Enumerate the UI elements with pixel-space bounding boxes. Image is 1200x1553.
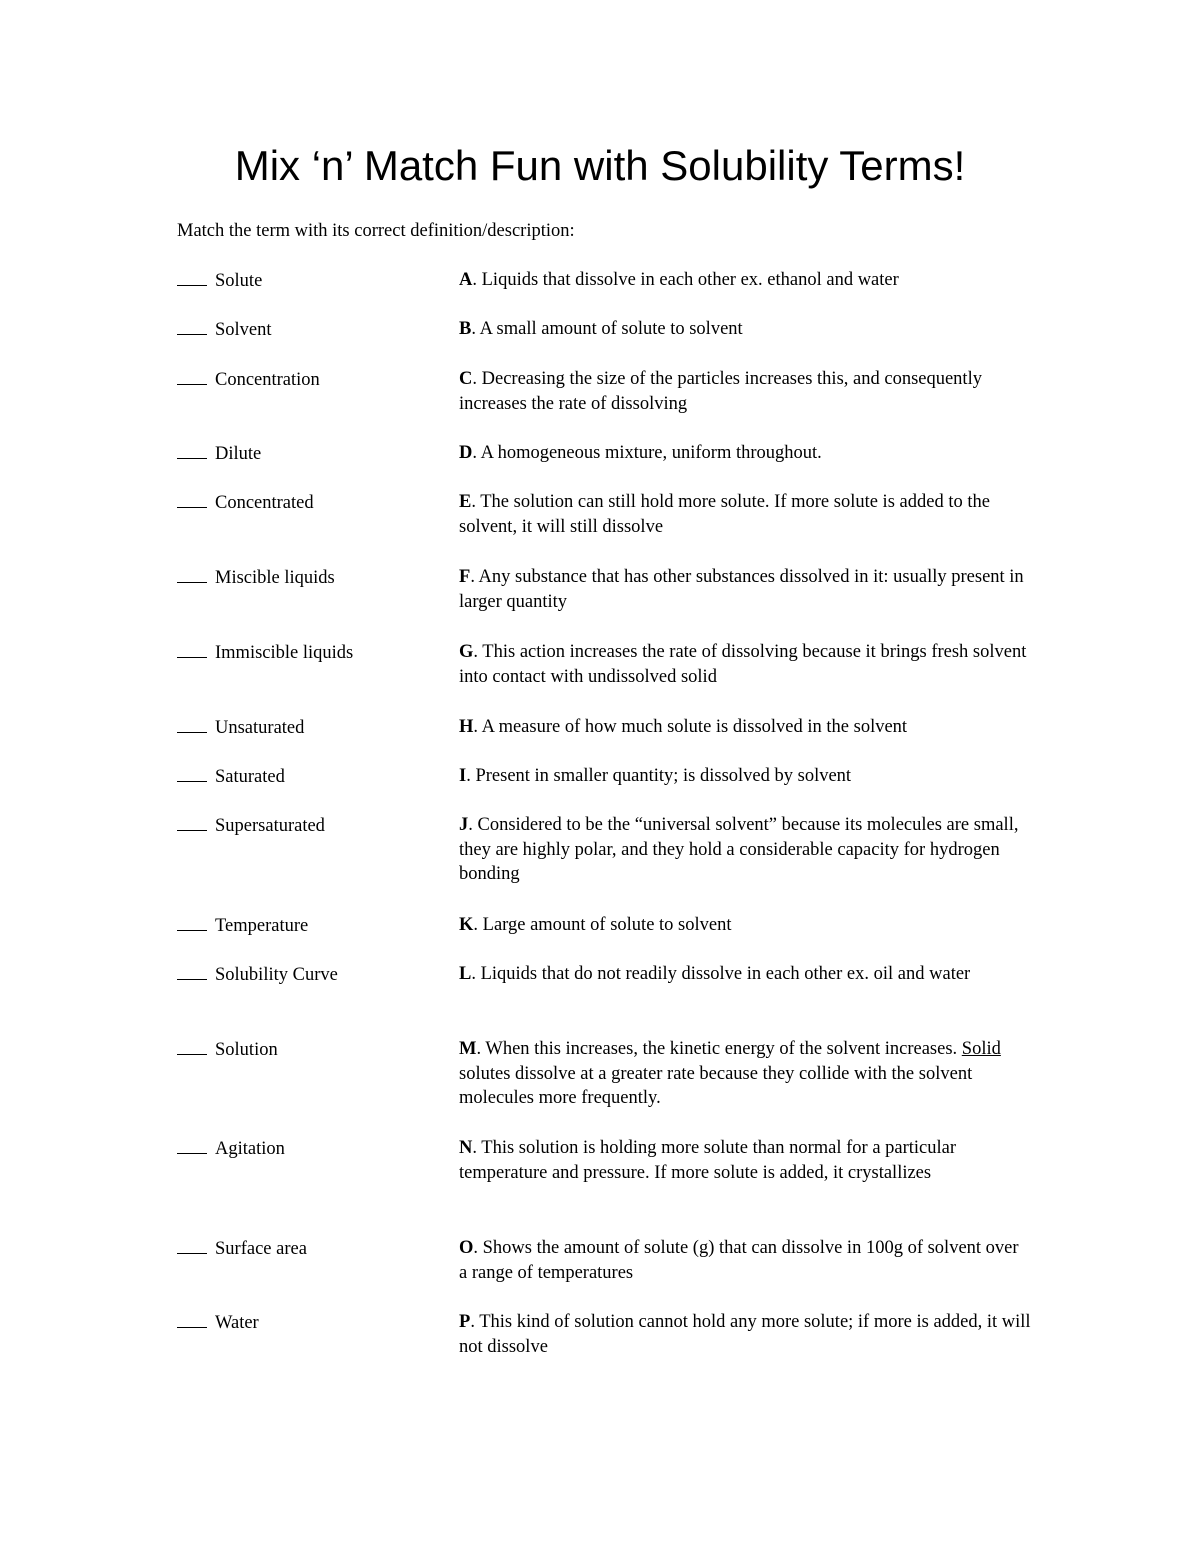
definition-letter: G xyxy=(459,642,474,662)
answer-blank[interactable] xyxy=(177,1037,207,1055)
definition-letter: C xyxy=(459,369,473,389)
term-item xyxy=(177,317,272,343)
term-label: Solubility Curve xyxy=(215,965,338,985)
answer-blank[interactable] xyxy=(177,640,207,658)
term-label: Surface area xyxy=(215,1239,307,1259)
definition-item xyxy=(459,565,1031,614)
term-label: Solute xyxy=(215,271,263,291)
definition-letter: M xyxy=(459,1039,477,1059)
definition-letter: N xyxy=(459,1138,473,1158)
answer-blank[interactable] xyxy=(177,1310,207,1328)
term-item xyxy=(177,715,304,741)
definition-letter: J xyxy=(459,815,469,835)
definition-item xyxy=(459,490,1031,539)
definition-text: . This action increases the rate of dissolving because it brings fresh solvent into contact with undissolved solid xyxy=(459,642,1027,687)
definition-text: . Liquids that dissolve in each other ex. ethanol and water xyxy=(472,270,899,290)
definition-letter: I xyxy=(459,766,467,786)
definition-letter: H xyxy=(459,717,474,737)
definition-text: . When this increases, the kinetic energy of the solvent increases. xyxy=(476,1039,962,1059)
answer-blank[interactable] xyxy=(177,715,207,733)
answer-blank[interactable] xyxy=(177,490,207,508)
term-item xyxy=(177,367,320,393)
definition-letter: B xyxy=(459,319,472,339)
definition-item xyxy=(459,268,1031,293)
term-label: Temperature xyxy=(215,916,309,936)
answer-blank[interactable] xyxy=(177,317,207,335)
definition-item xyxy=(459,962,1031,987)
definition-letter: L xyxy=(459,964,472,984)
term-label: Concentrated xyxy=(215,493,314,513)
definition-item xyxy=(459,1236,1031,1285)
definition-text: . This solution is holding more solute than normal for a particular temperature and pressure. If more solute is added, it crystallizes xyxy=(459,1138,957,1183)
definition-underlined-word: Solid xyxy=(961,1039,1001,1059)
term-item xyxy=(177,913,308,939)
term-item xyxy=(177,962,338,988)
answer-blank[interactable] xyxy=(177,1236,207,1254)
answer-blank[interactable] xyxy=(177,962,207,980)
definition-text: . Large amount of solute to solvent xyxy=(473,915,732,935)
answer-blank[interactable] xyxy=(177,441,207,459)
definition-text: . The solution can still hold more solute. If more solute is added to the solvent, it will still dissolve xyxy=(459,492,990,537)
definition-item xyxy=(459,640,1031,689)
definition-letter: K xyxy=(459,915,474,935)
definition-text: . A measure of how much solute is dissolved in the solvent xyxy=(473,717,908,737)
term-item xyxy=(177,1310,259,1336)
definition-text: . Liquids that do not readily dissolve in each other ex. oil and water xyxy=(471,964,971,984)
term-label: Concentration xyxy=(215,370,320,390)
term-label: Solution xyxy=(215,1040,278,1060)
term-item xyxy=(177,565,335,591)
definition-item xyxy=(459,441,1031,466)
term-label: Solvent xyxy=(215,320,272,340)
definition-text: . Shows the amount of solute (g) that can dissolve in 100g of solvent over a range of temperatures xyxy=(459,1238,1019,1283)
instruction-text: Match the term with its correct definition/description: xyxy=(177,221,575,241)
definition-text: . A small amount of solute to solvent xyxy=(471,319,743,339)
answer-blank[interactable] xyxy=(177,913,207,931)
term-label: Immiscible liquids xyxy=(215,643,354,663)
definition-item xyxy=(459,764,1031,789)
term-item xyxy=(177,1037,278,1063)
definition-item xyxy=(459,913,1031,938)
term-label: Saturated xyxy=(215,767,285,787)
definition-item xyxy=(459,317,1031,342)
term-item xyxy=(177,1136,285,1162)
definition-text: solutes dissolve at a greater rate because they collide with the solvent molecules more frequently. xyxy=(459,1063,973,1109)
term-label: Dilute xyxy=(215,444,262,464)
term-label: Miscible liquids xyxy=(215,568,335,588)
term-item xyxy=(177,764,285,790)
term-item xyxy=(177,640,353,666)
definition-item xyxy=(459,367,1031,416)
definition-item xyxy=(459,1136,1031,1185)
term-item xyxy=(177,441,261,467)
term-item xyxy=(177,813,325,839)
answer-blank[interactable] xyxy=(177,764,207,782)
definition-text: . This kind of solution cannot hold any more solute; if more is added, it will not dissolve xyxy=(459,1312,1031,1357)
term-item xyxy=(177,268,262,294)
definition-text: . Decreasing the size of the particles increases this, and consequently increases the rate of dissolving xyxy=(459,369,982,414)
term-item xyxy=(177,1236,307,1262)
definition-item xyxy=(459,813,1031,887)
term-label: Agitation xyxy=(215,1139,285,1159)
definition-letter: D xyxy=(459,443,473,463)
definition-text: . A homogeneous mixture, uniform throughout. xyxy=(472,443,822,463)
answer-blank[interactable] xyxy=(177,268,207,286)
definition-letter: O xyxy=(459,1238,474,1258)
definition-text: . Present in smaller quantity; is dissolved by solvent xyxy=(466,766,852,786)
definition-text: . Considered to be the “universal solvent” because its molecules are small, they are highly polar, and they hold a considerable capacity for hydrogen bonding xyxy=(459,815,1019,885)
definition-letter: A xyxy=(459,270,473,290)
definition-item xyxy=(459,1310,1031,1359)
definition-item xyxy=(459,1037,1031,1111)
definition-text: . Any substance that has other substances dissolved in it: usually present in larger quantity xyxy=(459,567,1024,612)
answer-blank[interactable] xyxy=(177,565,207,583)
definition-letter: F xyxy=(459,567,471,587)
definition-letter: E xyxy=(459,492,472,512)
term-label: Unsaturated xyxy=(215,718,305,738)
page-title: Mix ‘n’ Match Fun with Solubility Terms! xyxy=(234,142,966,189)
definition-item xyxy=(459,715,1031,740)
answer-blank[interactable] xyxy=(177,813,207,831)
term-label: Water xyxy=(215,1313,259,1333)
answer-blank[interactable] xyxy=(177,1136,207,1154)
definition-letter: P xyxy=(459,1312,471,1332)
term-item xyxy=(177,490,314,516)
term-label: Supersaturated xyxy=(215,816,325,836)
answer-blank[interactable] xyxy=(177,367,207,385)
